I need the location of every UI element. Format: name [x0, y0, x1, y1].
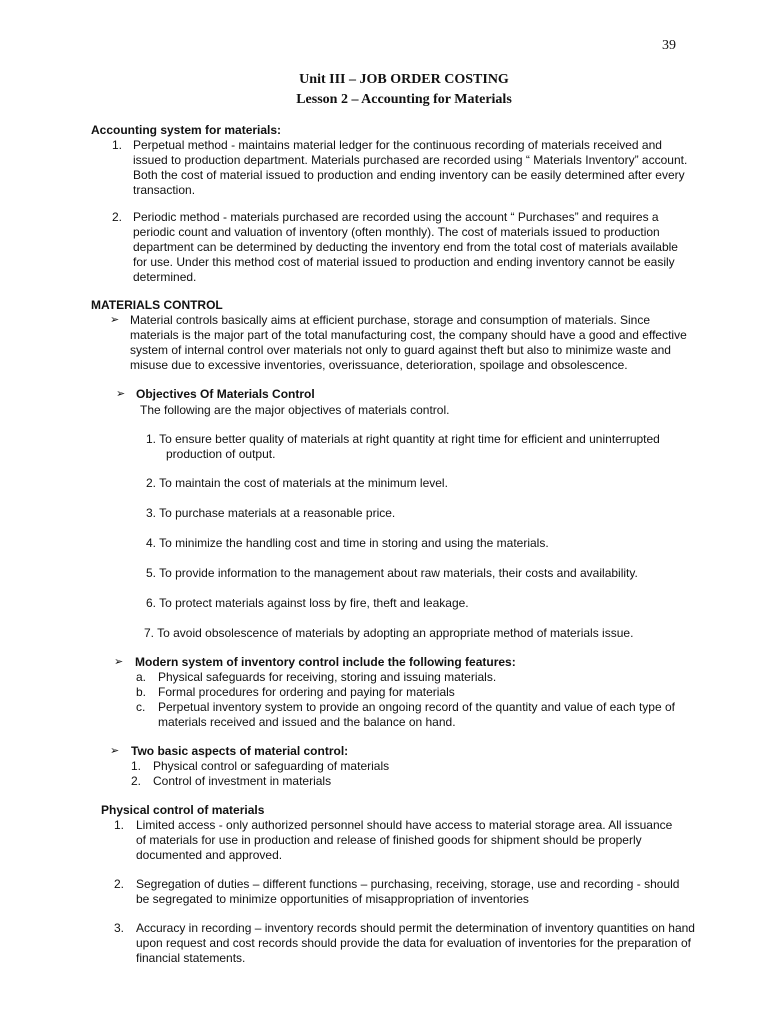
objectives-intro: The following are the major objectives of materials control.: [140, 403, 450, 417]
objective-item: 5. To provide information to the management about raw materials, their costs and availability.: [146, 566, 638, 580]
objective-item: 6. To protect materials against loss by fire, theft and leakage.: [146, 596, 469, 610]
perpetual-method-paragraph: Perpetual method - maintains material ledger for the continuous recording of materials received and issued to production department. Materials purchased are recorded using “ Materials Inventory” account. Both the cost of material issued to production and ending inventory can be easily determined after every transaction.: [133, 138, 688, 197]
objective-item: 4. To minimize the handling cost and time in storing and using the materials.: [146, 536, 549, 550]
unit-title: Unit III – JOB ORDER COSTING: [299, 72, 509, 87]
list-number: 2.: [131, 774, 142, 788]
physical-control-item: Segregation of duties – different functions – purchasing, receiving, storage, use and recording - should be segregated to minimize opportunities of misappropriation of inventories: [136, 877, 680, 906]
objectives-heading: Objectives Of Materials Control: [136, 387, 315, 401]
objective-item: 2. To maintain the cost of materials at the minimum level.: [146, 476, 448, 490]
arrow-bullet-icon: ➢: [110, 314, 120, 326]
physical-control-heading: Physical control of materials: [101, 803, 265, 817]
list-letter: b.: [136, 685, 147, 699]
arrow-bullet-icon: ➢: [114, 656, 124, 668]
arrow-bullet-icon: ➢: [110, 745, 120, 757]
list-letter: c.: [136, 700, 146, 714]
page-number: 39: [662, 38, 676, 53]
materials-control-heading: MATERIALS CONTROL: [91, 298, 223, 312]
list-number: 1.: [131, 759, 142, 773]
accounting-system-heading: Accounting system for materials:: [91, 123, 282, 137]
objective-item: 7. To avoid obsolescence of materials by adopting an appropriate method of materials issue.: [144, 626, 634, 640]
list-number: 1.: [114, 818, 125, 832]
list-letter: a.: [136, 670, 147, 684]
objective-item: 1. To ensure better quality of materials at right quantity at right time for efficient and uninterrupted production of output.: [146, 432, 660, 461]
physical-control-item: Accuracy in recording – inventory records should permit the determination of inventory quantities on hand upon request and cost records should provide the data for evaluation of inventories for the preparation of financial statements.: [136, 921, 695, 965]
modern-system-heading: Modern system of inventory control include the following features:: [135, 655, 516, 669]
two-aspects-heading: Two basic aspects of material control:: [131, 744, 349, 758]
lesson-title: Lesson 2 – Accounting for Materials: [296, 92, 512, 107]
list-number: 2.: [112, 210, 123, 224]
list-number: 2.: [114, 877, 125, 891]
list-number: 1.: [112, 138, 123, 152]
objective-item: 3. To purchase materials at a reasonable price.: [146, 506, 396, 520]
list-number: 3.: [114, 921, 125, 935]
periodic-method-paragraph: Periodic method - materials purchased are recorded using the account “ Purchases” and requires a periodic count and valuation of inventory (often monthly). The cost of materials issued to production department can be determined by deducting the inventory end from the total cost of materials available for use. Under this method cost of material issued to production and ending inventory cannot be easily determined.: [133, 210, 678, 284]
arrow-bullet-icon: ➢: [116, 388, 126, 400]
feature-item: Formal procedures for ordering and paying for materials: [158, 685, 455, 699]
feature-item: Physical safeguards for receiving, storing and issuing materials.: [158, 670, 497, 684]
feature-item: Perpetual inventory system to provide an ongoing record of the quantity and value of each type of materials received and issued and the balance on hand.: [158, 700, 675, 729]
aspect-item: Physical control or safeguarding of materials: [153, 759, 390, 773]
materials-control-paragraph: Material controls basically aims at efficient purchase, storage and consumption of materials. Since materials is the major part of the total manufacturing cost, the company should have a good and effective system of internal control over materials not only to guard against theft but also to minimize waste and misuse due to excessive inventories, overissuance, deterioration, spoilage and obsolescence.: [130, 313, 687, 372]
physical-control-item: Limited access - only authorized personnel should have access to material storage area. All issuance of materials for use in production and release of finished goods for shipment should be properly documented and approved.: [136, 818, 673, 862]
aspect-item: Control of investment in materials: [153, 774, 332, 788]
